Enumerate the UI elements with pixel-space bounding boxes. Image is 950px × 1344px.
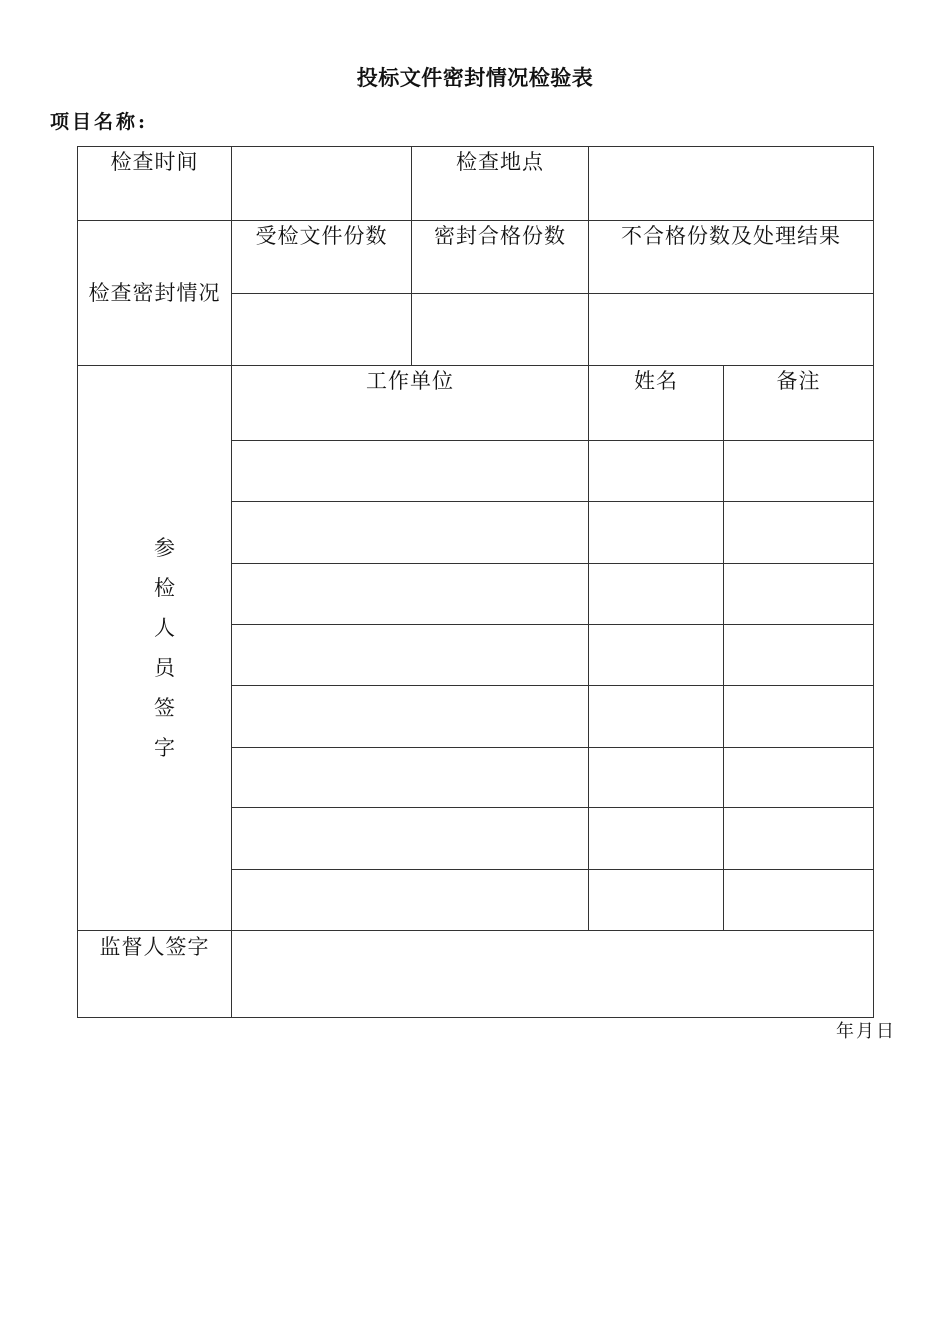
signer-remarks-field[interactable] bbox=[724, 748, 874, 808]
signer-work-unit-field[interactable] bbox=[232, 686, 589, 748]
signer-name-field[interactable] bbox=[589, 870, 724, 931]
signer-remarks-field[interactable] bbox=[724, 686, 874, 748]
signer-name-field[interactable] bbox=[589, 748, 724, 808]
signer-header-remarks: 备注 bbox=[724, 366, 874, 441]
supervisor-signature-field[interactable] bbox=[232, 931, 874, 1018]
signer-header-work-unit: 工作单位 bbox=[232, 366, 589, 441]
signer-name-field[interactable] bbox=[589, 441, 724, 502]
signer-work-unit-field[interactable] bbox=[232, 502, 589, 564]
signer-work-unit-field[interactable] bbox=[232, 808, 589, 870]
signer-work-unit-field[interactable] bbox=[232, 870, 589, 931]
page-title: 投标文件密封情况检验表 bbox=[356, 65, 594, 90]
seal-status-label: 检查密封情况 bbox=[78, 221, 232, 366]
check-time-field[interactable] bbox=[232, 147, 412, 221]
inspection-form-table bbox=[77, 146, 874, 1018]
signer-remarks-field[interactable] bbox=[724, 502, 874, 564]
date-line: 年月日 bbox=[836, 1021, 896, 1042]
seal-header-unqualified-result: 不合格份数及处理结果 bbox=[589, 221, 874, 294]
supervisor-label: 监督人签字 bbox=[78, 931, 232, 1018]
seal-value-unqualified-result[interactable] bbox=[589, 294, 874, 366]
signers-label-cell bbox=[78, 366, 232, 931]
seal-value-files-inspected[interactable] bbox=[232, 294, 412, 366]
signer-work-unit-field[interactable] bbox=[232, 748, 589, 808]
project-name-label: 项目名称: bbox=[50, 111, 149, 133]
check-place-label: 检查地点 bbox=[412, 147, 589, 221]
check-place-field[interactable] bbox=[589, 147, 874, 221]
seal-header-qualified: 密封合格份数 bbox=[412, 221, 589, 294]
signer-work-unit-field[interactable] bbox=[232, 625, 589, 686]
signer-work-unit-field[interactable] bbox=[232, 441, 589, 502]
seal-value-qualified[interactable] bbox=[412, 294, 589, 366]
signer-remarks-field[interactable] bbox=[724, 808, 874, 870]
signer-name-field[interactable] bbox=[589, 502, 724, 564]
check-time-label: 检查时间 bbox=[78, 147, 232, 221]
signer-work-unit-field[interactable] bbox=[232, 564, 589, 625]
signer-remarks-field[interactable] bbox=[724, 564, 874, 625]
signer-remarks-field[interactable] bbox=[724, 870, 874, 931]
seal-header-files-inspected: 受检文件份数 bbox=[232, 221, 412, 294]
signer-remarks-field[interactable] bbox=[724, 625, 874, 686]
signer-remarks-field[interactable] bbox=[724, 441, 874, 502]
signer-name-field[interactable] bbox=[589, 808, 724, 870]
signer-name-field[interactable] bbox=[589, 625, 724, 686]
signer-name-field[interactable] bbox=[589, 564, 724, 625]
signer-header-name: 姓名 bbox=[589, 366, 724, 441]
signers-label: 参检人员签字 bbox=[154, 536, 175, 760]
signer-name-field[interactable] bbox=[589, 686, 724, 748]
